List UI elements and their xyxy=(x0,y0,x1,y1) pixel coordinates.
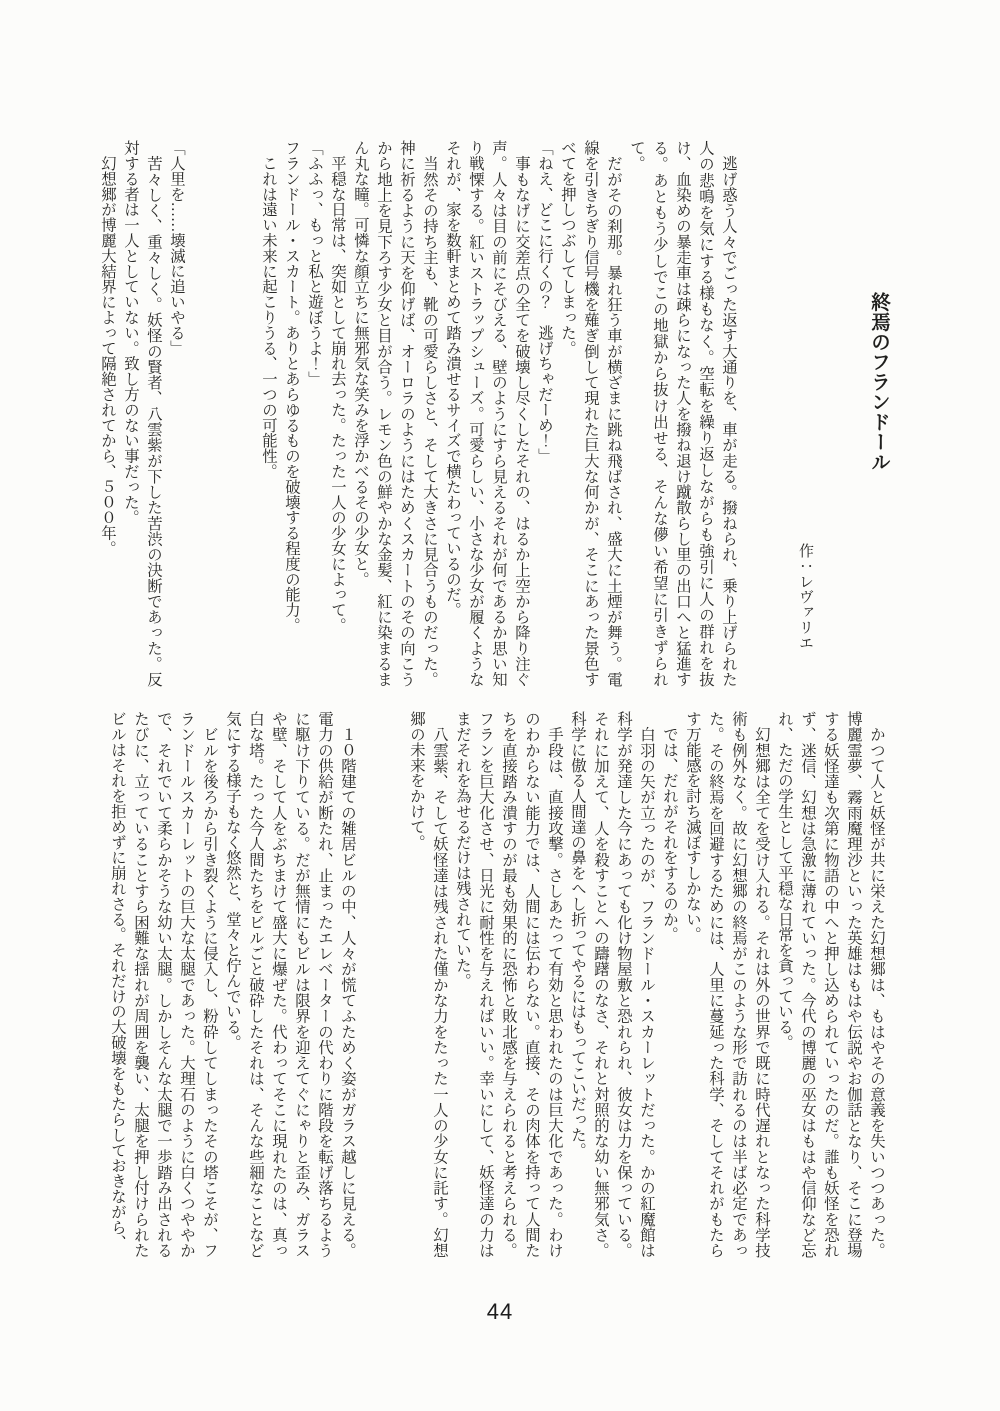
story-block-top xyxy=(95,140,740,687)
story-section xyxy=(405,711,888,1258)
paragraph: 幻想郷は全てを受け入れる。それは外の世界で既に時代遅れとなった科学技術も例外なく。故に幻想郷の終焉がこのような形で訪れるのは半ば必定であった。その終焉を回避するためには、人里に蔓延った科学、そしてそれがもたらす万能感を討ち滅ぼすしかない。 xyxy=(684,711,770,1258)
paragraph: 手段は、直接攻撃。さしあたって有効と思われたのは巨大化であった。わけのわからない能力では、人間には伝わらない。直接、その肉体を持って人間たちを直接踏み潰すのが最も効果的に恐怖と敗北感を与えられると考えられる。フランを巨大化させ、日光に耐性を与えればいい。幸いにして、妖怪達の力はまだそれを為せるだけは残されていた。 xyxy=(454,711,563,1258)
paragraph: 幻想郷が博麗大結界によって隔絶されてから、５００年。 xyxy=(99,140,116,556)
paragraph: 「ふふっ、もっと私と遊ぼうよ！」 xyxy=(306,140,323,387)
paragraph: 平穏な日常は、突如として崩れ去った。たった一人の少女によって。 xyxy=(329,140,346,633)
paragraph: では、だれがそれをするのか。 xyxy=(661,711,678,942)
paragraph: 苦々しく、重々しく。妖怪の賢者、八雲紫が下した苦渋の決断であった。反対する者は一人としていない。致し方のない事だった。 xyxy=(122,140,162,687)
paragraph: 「人里を……壊滅に追いやる」 xyxy=(168,140,185,356)
page-title: 終焉のフランドール xyxy=(868,292,889,472)
paragraph: 逃げ惑う人々でごった返す大通りを、車が走る。撥ねられ、乗り上げられた人の悲鳴を気にする様もなく。空転を繰り返しながらも強引に人の群れを抜け、血染めの暴走車は疎らになった人を撥ね退け蹴散らし里の出口へと猛進する。あともう少しでこの地獄から抜け出せる、そんな儚い希望に引きずられて。 xyxy=(628,140,737,687)
author-credit: 作：レヴァリエ xyxy=(797,543,813,651)
paragraph: かつて人と妖怪が共に栄えた幻想郷は、もはやその意義を失いつつあった。博麗霊夢、霧雨魔理沙といった英雄はもはや伝説やお伽話となり、そこに登場する妖怪達も次第に物語の中へと押し込められていったのだ。誰も妖怪を恐れず、迷信、幻想は急激に薄れていった。今代の博麗の巫女はもはや信仰など忘れ、ただの学生として平穏な日常を貪っている。 xyxy=(776,711,885,1258)
paragraph: だがその刹那。暴れ狂う車が横ざまに跳ね飛ばされ、盛大に土煙が舞う。電線を引きちぎり信号機を薙ぎ倒して現れた巨大な何かが、そこにあった景色すべてを押しつぶしてしまった。 xyxy=(559,140,622,687)
page-number: 44 xyxy=(486,1299,514,1324)
story-section xyxy=(257,140,740,687)
story-block-bottom xyxy=(88,711,888,1258)
paragraph: ビルを後ろから引き裂くように侵入し、粉砕してしまったその塔こそが、フランドールスカーレットの巨大な太腿であった。大理石のように白くつややかで、それでいて柔らかそうな幼い太腿。しかしそんな太腿で一歩踏み出されるたびに、立っていることすら困難な揺れが周囲を襲い、太腿を押し付けられたビルはそれを拒めずに崩れさる。それだけの大破壊をもたらしておきながら、 xyxy=(109,711,218,1258)
paragraph: 八雲紫、そして妖怪達は残された僅かな力をたった一人の少女に託す。幻想郷の未来をかけて。 xyxy=(408,711,448,1258)
story-section xyxy=(106,711,359,1258)
paragraph: フランドール・スカート。ありとあらゆるものを破壊する程度の能力。 xyxy=(283,140,300,633)
paragraph: １０階建ての雑居ビルの中、人々が慌てふためく姿がガラス越しに見える。電力の供給が断たれ、止まったエレベーターの代わりに階段を転げ落ちるように駆け下りている。だが無情にもビルは限界を迎えてぐにゃりと歪み、ガラスや壁、そして人をぶちまけて盛大に爆ぜた。代わってそこに現れたのは、真っ白な塔。たった今人間たちをビルごと破砕したそれは、そんな些細なことなど気にする様子もなく悠然と、堂々と佇んでいる。 xyxy=(224,711,356,1258)
paragraph: 当然その持ち主も、靴の可愛らしさと、そして大きさに見合うものだった。神に祈るように天を仰げば、オーロラのようにはためくスカートのその向こうから地上を見下ろす少女と目が合う。レモン色の鮮やかな金髪、紅に染まるまん丸な瞳。可憐な顔立ちに無邪気な笑みを浮かべるその少女と。 xyxy=(352,140,438,687)
paragraph: 白羽の矢が立ったのが、フランドール・スカーレットだった。かの紅魔館は科学が発達した今にあっても化け物屋敷と恐れられ、彼女は力を保っている。それに加えて、人を殺すことへの躊躇のなさ、それと対照的な幼い無邪気さ。科学に傲る人間達の鼻をへし折ってやるにはもってこいだった。 xyxy=(569,711,655,1258)
story-section xyxy=(96,140,188,687)
paragraph: 「ねえ、どこに行くの？ 逃げちゃだーめ！」 xyxy=(536,140,553,464)
paragraph: これは遠い未来に起こりうる、一つの可能性。 xyxy=(260,140,277,479)
paragraph: 事もなげに交差点の全てを破壊し尽くしたそれの、はるか上空から降り注ぐ声。人々は目の前にそびえる、壁のようにすら見えるそれが何であるか思い知り戦慄する。紅いストラップシューズ。可愛らしい、小さな少女が履くようなそれが、家を数軒まとめて踏み潰せるサイズで横たわっているのだ。 xyxy=(444,140,530,687)
